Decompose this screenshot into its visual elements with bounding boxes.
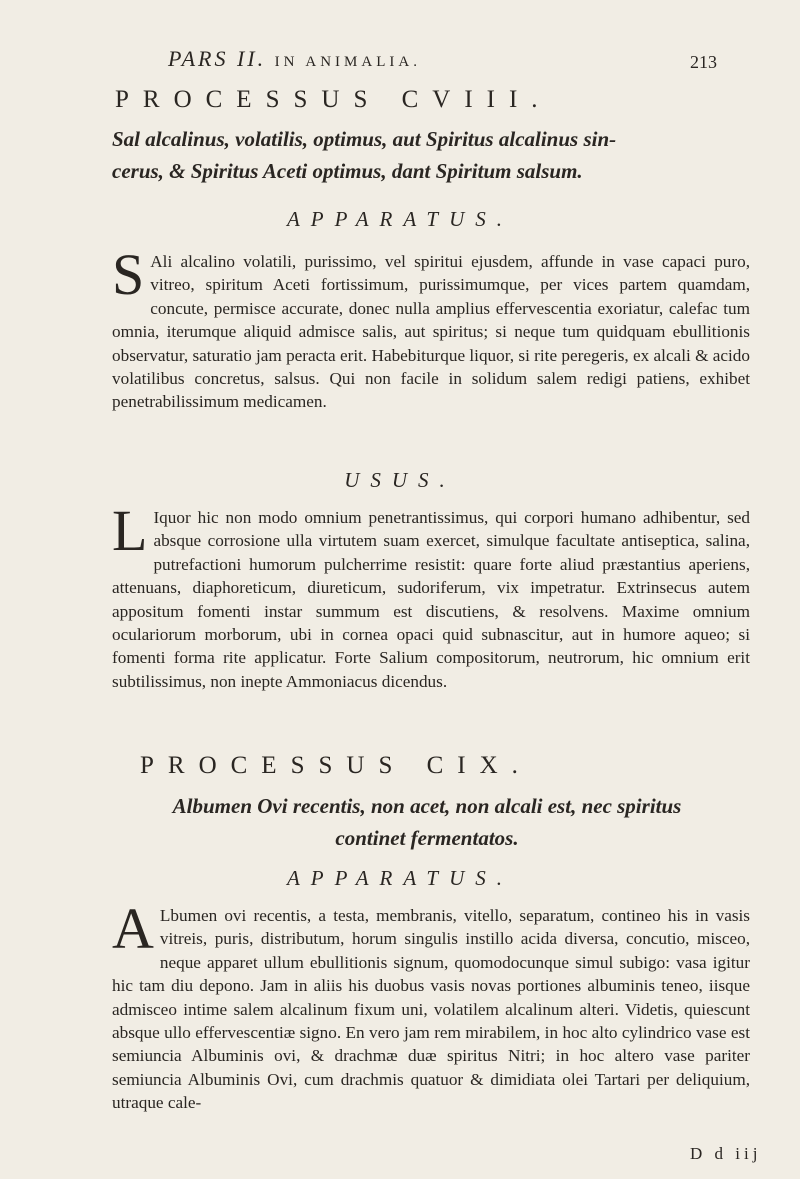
subtitle-line-1: Albumen Ovi recentis, non acet, non alcali est, nec spiritus [172, 794, 682, 818]
process-subtitle-cviii [112, 123, 742, 187]
apparatus-text-cix [112, 896, 750, 1115]
usus-label: USUS. [344, 468, 456, 492]
page-number: 213 [690, 52, 717, 72]
signature-mark: D d iij [690, 1144, 762, 1163]
process-heading-cviii: PROCESSUS CVIII. [115, 86, 552, 113]
apparatus-text-cviii [112, 242, 750, 414]
dropcap: S [112, 242, 145, 307]
usus-text [112, 498, 750, 693]
dropcap: A [112, 896, 154, 961]
usus-body: Iquor hic non modo omnium penetrantissimus, qui corpori humano adhibentur, sed absque corrosione ulla virtutem suam exercet, simulque facultate antiseptica, salina, putrefactioni humorum pulcherrime resistit: quare forte aliud præstantius aperiens, attenuans, diaphoreticum, diureticum, sudoriferum, vix impetratur. Extrinsecus autem appositum fomenti instar summum est discutiens, & resolvens. Maxime omnium oculariorum morborum, ubi in cornea opaci quid subnascitur, aut in humore aqueo; si fomenti forma rite applicatur. Forte Salium compositorum, neutrorum, hic omnium erit subtilissimus, non inepte Ammoniacus dicendus. [112, 508, 750, 691]
process-heading-cix: PROCESSUS CIX. [140, 752, 532, 779]
apparatus-body: Lbumen ovi recentis, a testa, membranis, vitello, separatum, contineo his in vasis vitreis, puris, distributum, horum singulis instillo acida diversa, concutio, misceo, neque apparet ullum ebullitionis signum, quomodocunque simul subigo: vasa igitur hic tam diu depono. Jam in aliis his duobus vasis novas portiones albuminis teneo, iisque admisceo intime salem alcalinum fixum uni, volatilem alcalinum alteri. Videtis, quiescunt absque ullo effervescentiæ signo. En vero jam rem mirabilem, in hoc alto cylindrico vase est semiuncia Albuminis ovi, & drachmæ duæ spiritus Nitri; in hoc altero vase pariter semiuncia Albuminis Ovi, cum drachmis quatuor & dimidiata olei Tartari per deliquium, utraque cale- [112, 906, 750, 1113]
subtitle-line-1: Sal alcalinus, volatilis, optimus, aut Spiritus alcalinus sin- [112, 127, 617, 151]
dropcap: L [112, 498, 148, 563]
running-head-part: PARS II. [168, 46, 267, 71]
apparatus-label-cix: APPARATUS. [286, 866, 514, 890]
running-head-title [168, 46, 421, 72]
running-head [140, 42, 740, 82]
subtitle-line-2: continet fermentatos. [335, 826, 519, 850]
apparatus-body: Ali alcalino volatili, purissimo, vel spiritui ejusdem, affunde in vase capaci puro, vitreo, spiritum Aceti fortissimum, purissimumque, per vices partem quamdam, concute, permisce accurate, donec nulla amplius effervescentia exoriatur, calefac tum omnia, iterumque aliquid admisce salis, aut spiritus; si neque tum quidquam ebullitionis observatur, saturatio jam peracta erit. Habebiturque liquor, si rite peregeris, ex alcali & acido volatilibus concretus, salsus. Qui non facile in solidum salem redigi patiens, exhibet penetrabilissimum medicamen. [112, 252, 750, 412]
process-subtitle-cix [112, 790, 742, 854]
apparatus-label-cviii: APPARATUS. [286, 207, 514, 231]
subtitle-line-2: cerus, & Spiritus Aceti optimus, dant Spiritum salsum. [112, 159, 583, 183]
running-head-section: IN ANIMALIA. [274, 54, 421, 70]
